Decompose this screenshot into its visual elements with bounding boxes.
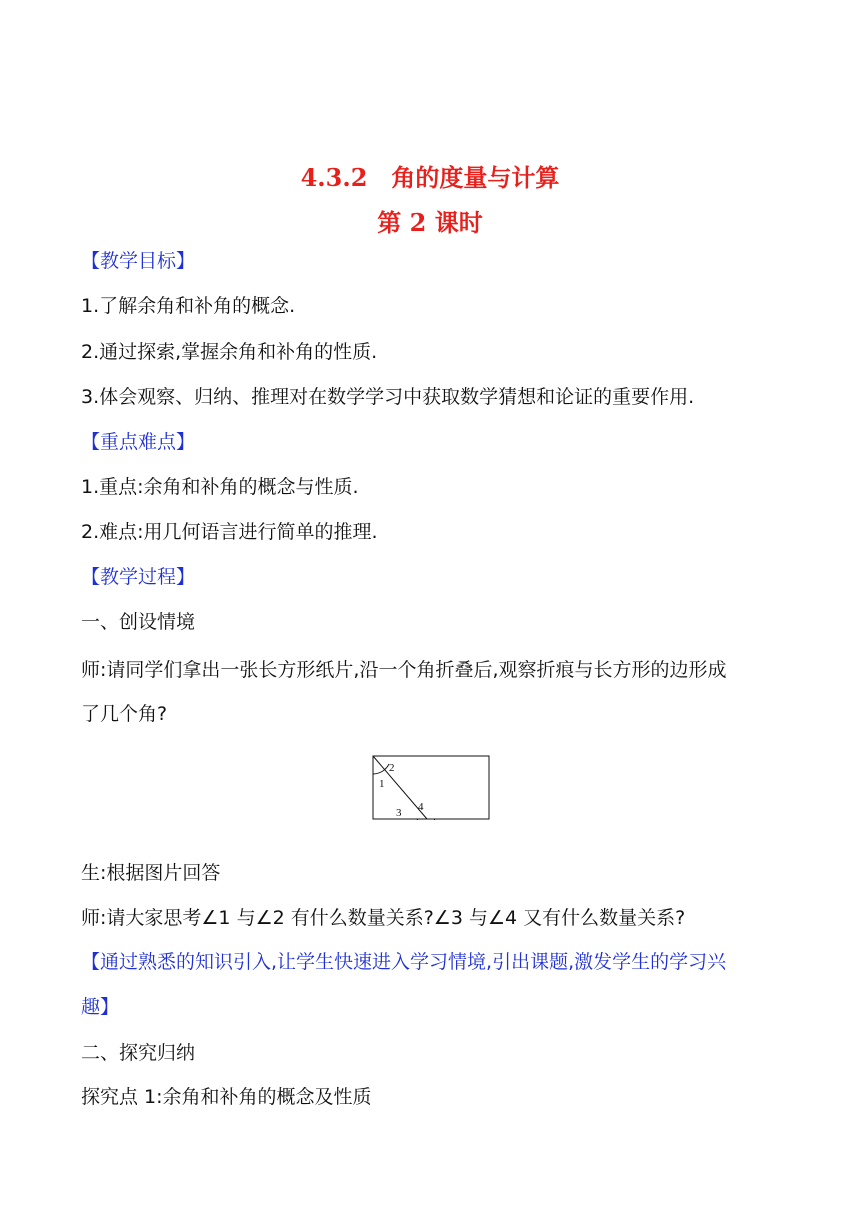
- key-point: 1.重点:余角和补角的概念与性质.: [81, 476, 359, 498]
- section-heading-process: 【教学过程】: [81, 566, 196, 588]
- section-heading-objectives: 【教学目标】: [81, 250, 196, 272]
- angle-label-3: 3: [396, 807, 402, 819]
- angle-label-4: 4: [418, 801, 424, 813]
- design-note-line-1: 【通过熟悉的知识引入,让学生快速进入学习情境,引出课题,激发学生的学习兴: [81, 951, 727, 973]
- angle-label-2: 2: [389, 762, 395, 774]
- objective-1: 1.了解余角和补角的概念.: [81, 295, 296, 317]
- student-response: 生:根据图片回答: [81, 862, 221, 884]
- angle-label-1: 1: [379, 778, 385, 790]
- exploration-point-1: 探究点 1:余角和补角的概念及性质: [81, 1086, 372, 1108]
- objective-2: 2.通过探索,掌握余角和补角的性质.: [81, 341, 378, 363]
- section-heading-key-points: 【重点难点】: [81, 431, 196, 453]
- folded-rectangle-figure: [372, 755, 490, 820]
- teacher-prompt-line-2: 了几个角?: [81, 703, 168, 725]
- step-heading-1: 一、创设情境: [81, 611, 196, 633]
- objective-3: 3.体会观察、归纳、推理对在数学学习中获取数学猜想和论证的重要作用.: [81, 386, 695, 408]
- teacher-prompt-line-1: 师:请同学们拿出一张长方形纸片,沿一个角折叠后,观察折痕与长方形的边形成: [81, 659, 727, 681]
- step-heading-2: 二、探究归纳: [81, 1042, 196, 1064]
- difficult-point: 2.难点:用几何语言进行简单的推理.: [81, 521, 378, 543]
- teacher-question: 师:请大家思考∠1 与∠2 有什么数量关系?∠3 与∠4 又有什么数量关系?: [81, 907, 686, 929]
- design-note-line-2: 趣】: [81, 996, 120, 1018]
- lesson-title: 4.3.2 角的度量与计算: [300, 163, 560, 192]
- lesson-subtitle: 第 2 课时: [377, 208, 483, 237]
